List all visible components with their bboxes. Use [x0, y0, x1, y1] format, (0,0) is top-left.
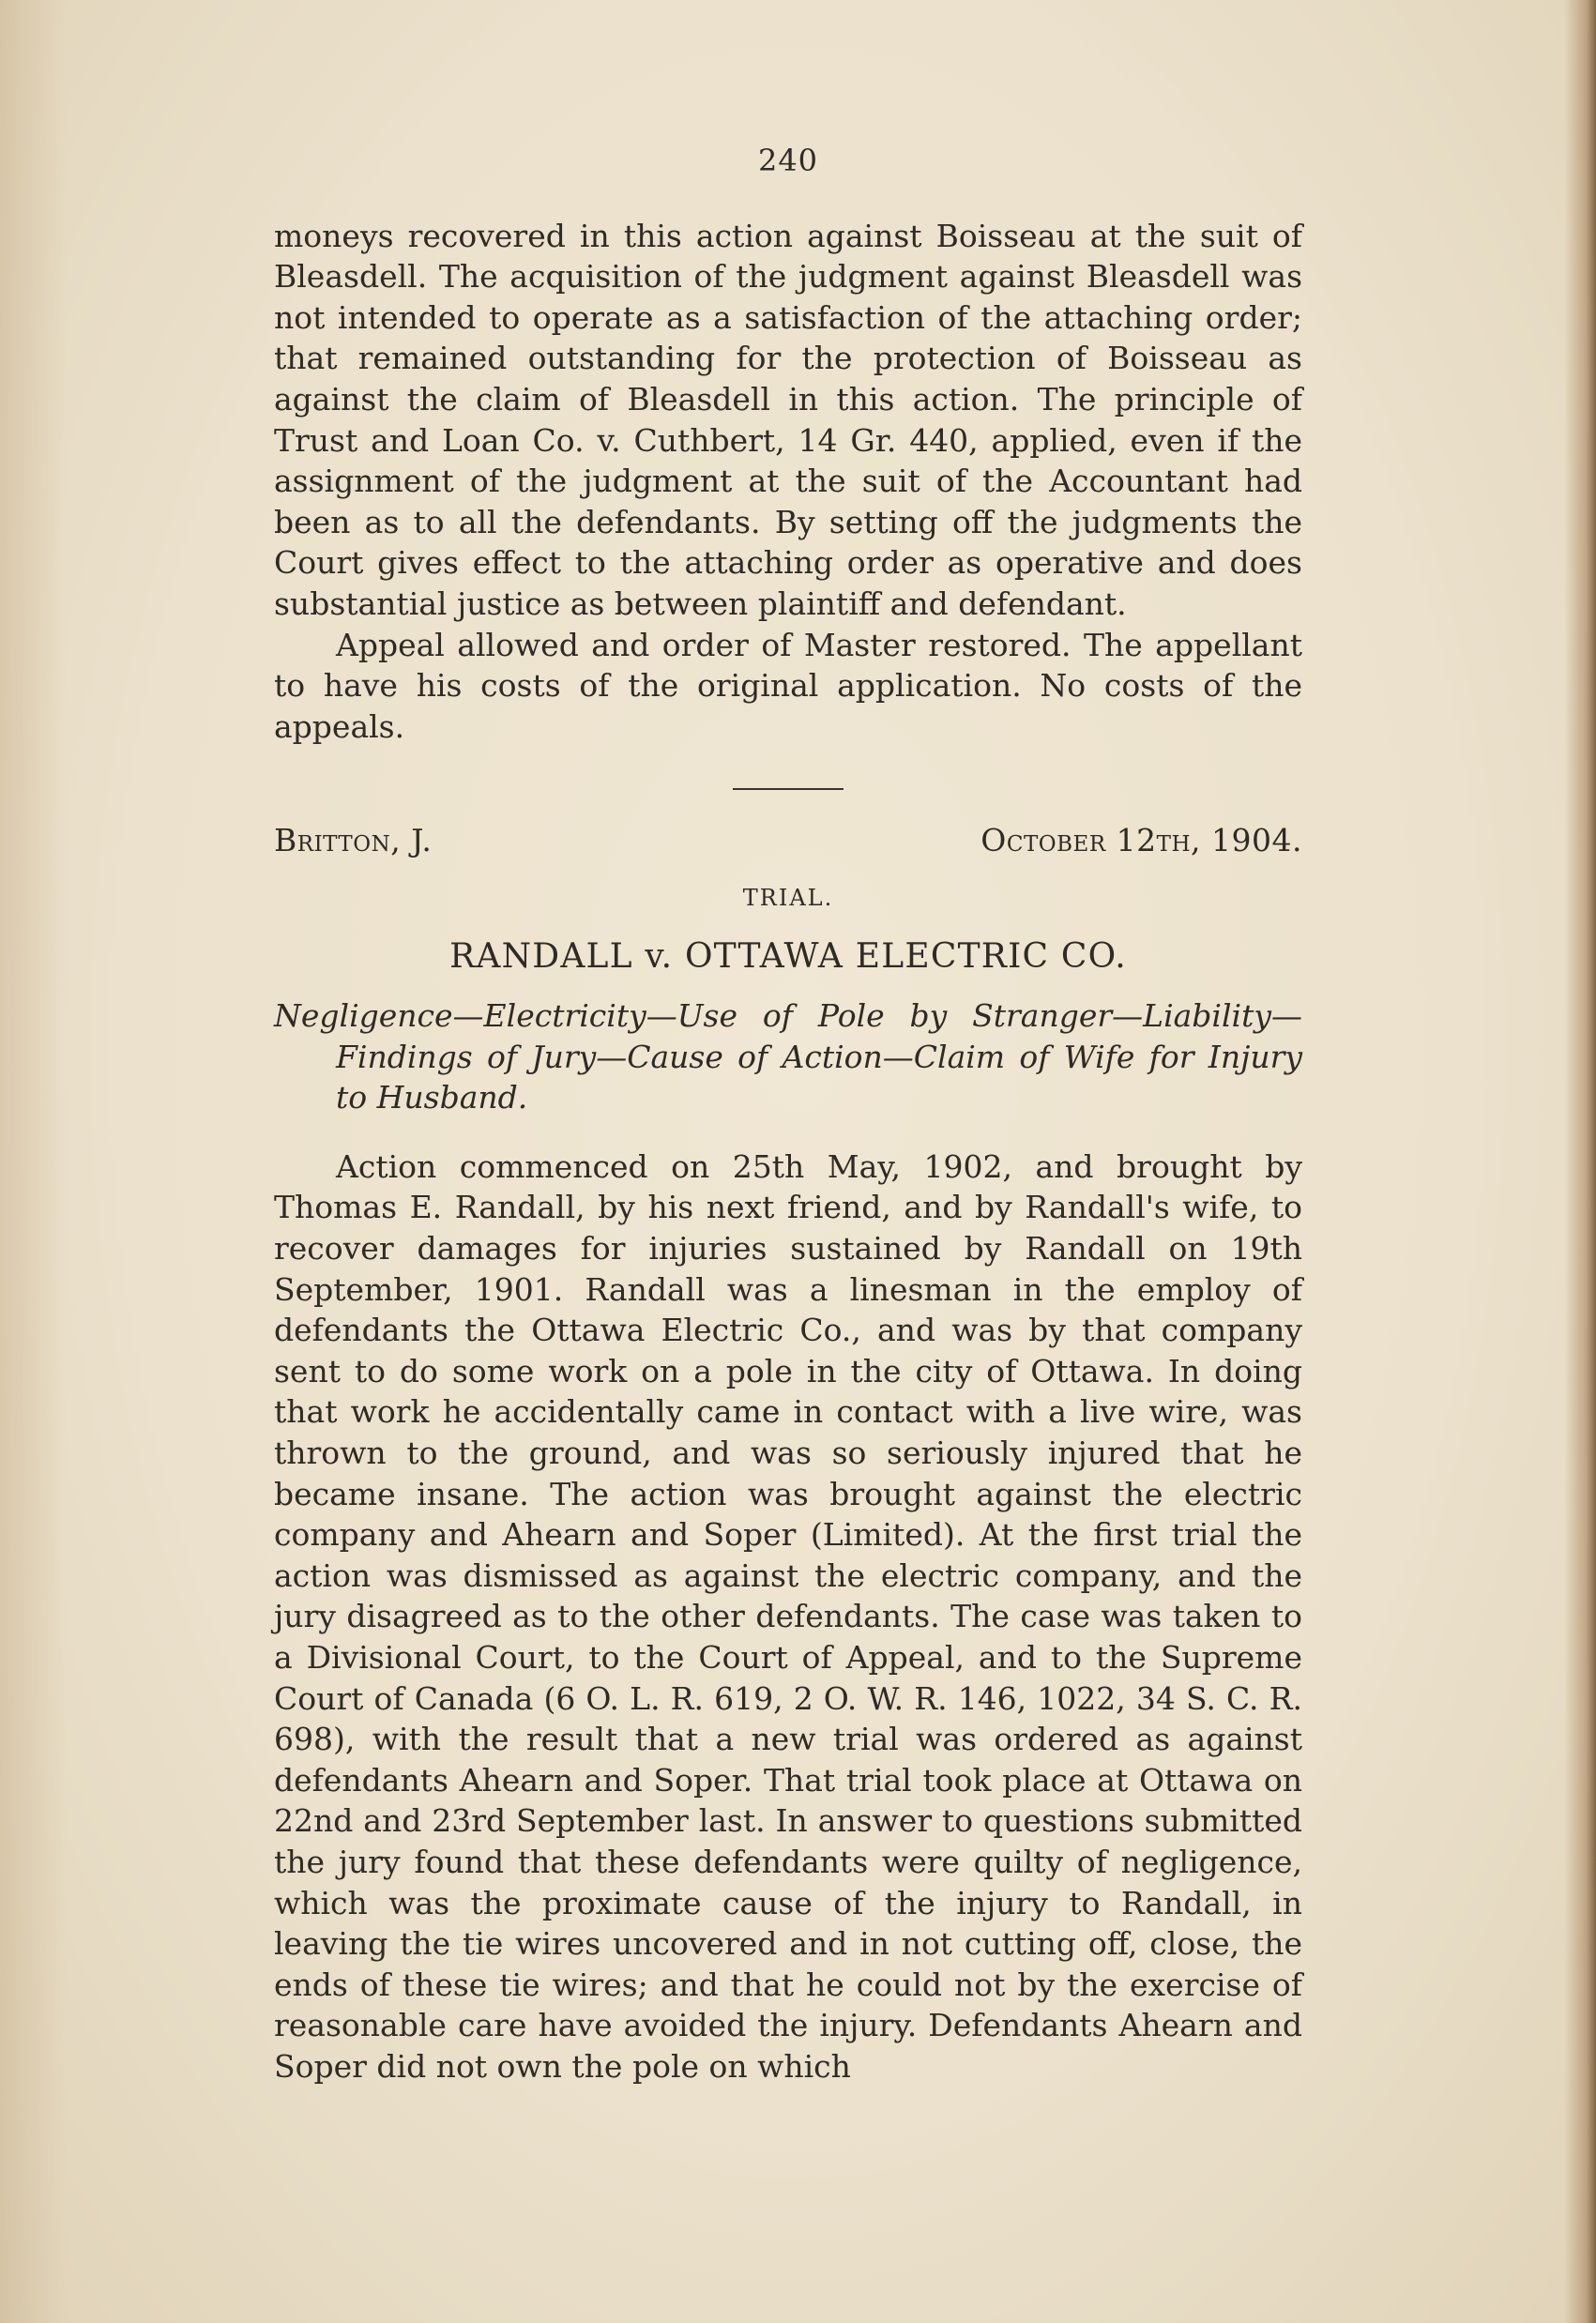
section-divider — [733, 788, 844, 790]
paragraph-continued: moneys recovered in this action against Boisseau at the suit of Bleasdell. The acquisition of the judgment against Bleasdell was not intended to operate as a satisfaction of the attaching order; that remained outstanding for the protection of Boisseau as against the claim of Bleasdell in this action. The principle of Trust and Loan Co. v. Cuthbert, 14 Gr. 440, applied, even if the assignment of the judgment at the suit of the Accountant had been as to all the defendants. By setting off the judgments the Court gives effect to the attaching order as operative and does substantial justice as between plaintiff and defendant. — [274, 217, 1302, 622]
case-body-paragraph: Action commenced on 25th May, 1902, and brought by Thomas E. Randall, by his next friend, and by Randall's wife, to recover damages for injuries sustained by Randall on 19th September, 1901. Randall was a linesman in the employ of defendants the Ottawa Electric Co., and was by that company sent to do some work on a pole in the city of Ottawa. In doing that work he accidentally came in contact with a live wire, was thrown to the ground, and was so seriously injured that he became insane. The action was brought against the electric company and Ahearn and Soper (Limited). At the first trial the action was dismissed as against the electric company, and the jury disagreed as to the other defendants. The case was taken to a Divisional Court, to the Court of Appeal, and to the Supreme Court of Canada (6 O. L. R. 619, 2 O. W. R. 146, 1022, 34 S. C. R. 698), with the result that a new trial was ordered as against defendants Ahearn and Soper. That trial took place at Ottawa on 22nd and 23rd September last. In answer to questions submitted the jury found that these defendants were quilty of negligence, which was the proximate cause of the injury to Randall, in leaving the tie wires uncovered and in not cutting off, close, the ends of these tie wires; and that he could not by the exercise of reasonable care have avoided the injury. Defendants Ahearn and Soper did not own the pole on which — [274, 1147, 1302, 2085]
page-edge-shadow-right — [1564, 0, 1596, 2323]
page-number: 240 — [757, 143, 819, 178]
paragraph-disposition: Appeal allowed and order of Master restored. The appellant to have his costs of the original application. No costs of the appeals. — [274, 626, 1302, 745]
page-text-block — [274, 141, 1302, 2088]
case-headnote: Negligence—Electricity—Use of Pole by Stranger—Liability— Findings of Jury—Cause of Action—Claim of Wife for Injury to Husband. — [274, 997, 1302, 1116]
judge-name: Britton, J. — [274, 822, 433, 859]
case-title: RANDALL v. OTTAWA ELECTRIC CO. — [449, 936, 1127, 976]
page-edge-shadow-left — [0, 0, 66, 2323]
proceeding-type: TRIAL. — [742, 884, 834, 911]
judge-date-line — [274, 820, 1302, 861]
judgment-date: October 12th, 1904. — [980, 822, 1302, 859]
